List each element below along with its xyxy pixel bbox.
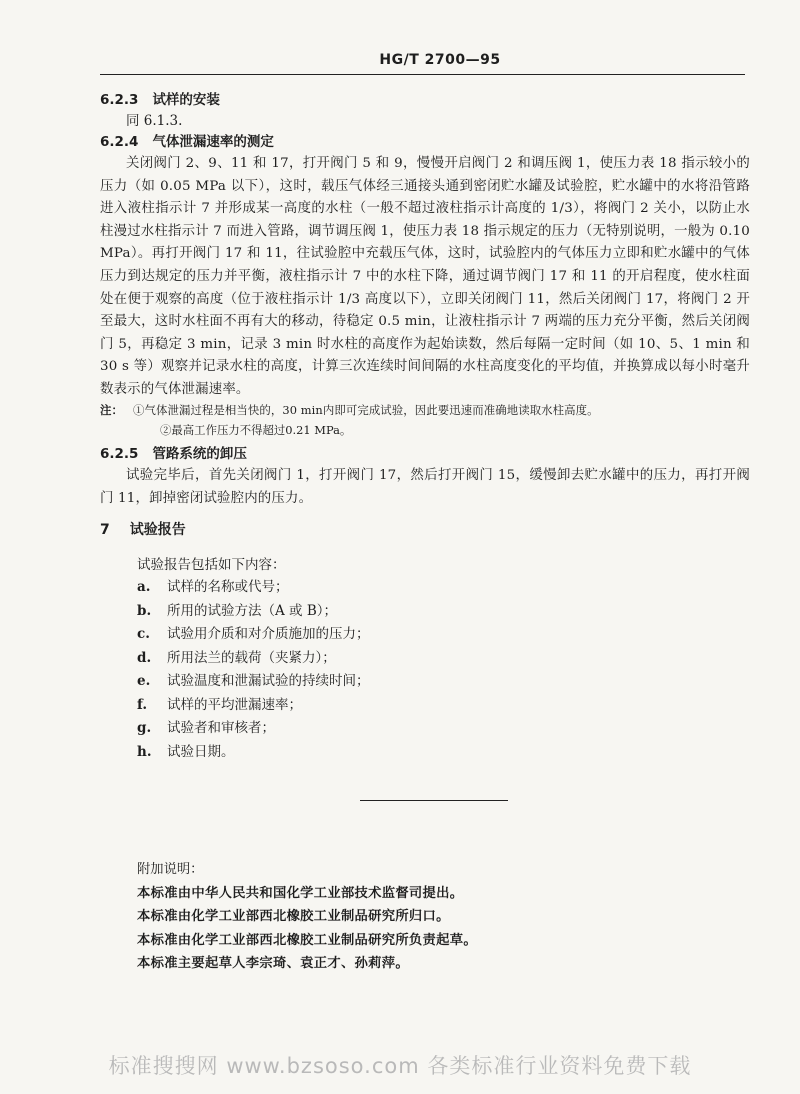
section-6-2-5-body: 试验完毕后，首先关闭阀门 1，打开阀门 17，然后打开阀门 15，缓慢卸去贮水罐中的压力，再打开阀门 11，卸掉密闭试验腔内的压力。	[100, 468, 750, 506]
list-item: h. 试验日期。	[137, 743, 235, 760]
list-item: e. 试验温度和泄漏试验的持续时间；	[137, 673, 370, 689]
standard-code: HG/T 2700—95	[379, 52, 501, 68]
appendix-title: 附加说明：	[137, 862, 204, 877]
note-2: ②最高工作压力不得超过0.21 MPa。	[160, 423, 352, 437]
section-number: 6.2.4	[100, 134, 139, 150]
appendix-notes	[137, 858, 477, 976]
header-rule	[100, 74, 745, 75]
list-item: g. 试验者和审核者；	[137, 720, 275, 736]
section-6-2-4-heading	[100, 132, 274, 152]
list-item: a. 试样的名称或代号；	[137, 579, 289, 595]
list-item: b. 所用的试验方法（A 或 B）；	[137, 602, 338, 619]
section-6-2-5-heading	[100, 444, 247, 464]
section-6-2-3-heading	[100, 90, 220, 110]
section-7-heading	[100, 519, 186, 539]
section-number: 7	[100, 522, 110, 538]
report-intro: 试验报告包括如下内容：	[137, 557, 286, 573]
section-title: 管路系统的卸压	[152, 446, 247, 462]
section-title: 气体泄漏速率的测定	[152, 134, 274, 150]
appendix-line: 本标准由化学工业部西北橡胶工业制品研究所负责起草。	[137, 932, 477, 948]
note-1	[100, 400, 750, 420]
section-number: 6.2.3	[100, 92, 139, 108]
list-item: f. 试样的平均泄漏速率；	[137, 696, 302, 713]
report-items-list	[137, 576, 370, 764]
section-6-2-4-body: 关闭阀门 2、9、11 和 17，打开阀门 5 和 9，慢慢开启阀门 2 和调压阀 1，使压力表 18 指示较小的压力（如 0.05 MPa 以下），这时，载压气体经三通接头通到密闭贮水罐及试验腔，贮水罐中的水将沿管路进入液柱指示计 7 并形成某一高度的水柱（一般不超过液柱指示计高度的 1/3），将阀门 2 关小，以防止水柱漫过水柱指示计 7 而进入管路，调节调压阀 1，使压力表 18 指示规定的压力（无特别说明，一般为 0.10 MPa）。再打开阀门 17 和 11，往试验腔中充载压气体，这时，试验腔内的气体压力立即和贮水罐中的气体压力到达规定的压力并平衡，液柱指示计 7 中的水柱下降，通过调节阀门 17 和 11 的开启程度，使水柱面处在便于观察的高度（位于液柱指示计 1/3 高度以下），立即关闭阀门 11，然后关闭阀门 17，将阀门 2 开至最大，这时水柱面不再有大的移动，待稳定 0.5 min，让液柱指示计 7 两端的压力充分平衡，然后关闭阀门 5，再稳定 3 min，记录 3 min 时水柱的高度作为起始读数，然后每隔一定时间（如 10、5、1 min 和 30 s 等）观察并记录水柱的高度，计算三次连续时间间隔的水柱高度变化的平均值，并换算成以每小时毫升数表示的气体泄漏速率。	[100, 156, 751, 397]
watermark-text: 标准搜搜网 www.bzsoso.com 各类标准行业资料免费下载	[108, 1054, 692, 1078]
appendix-line: 本标准主要起草人李宗琦、袁正才、孙莉萍。	[137, 956, 409, 971]
note-1-text: ①气体泄漏过程是相当快的，30 min内即可完成试验，因此要迅速而准确地读取水柱高度。	[132, 403, 599, 417]
end-rule	[360, 800, 508, 801]
section-title: 试样的安装	[152, 92, 220, 108]
section-6-2-3-body: 同 6.1.3.	[126, 113, 183, 129]
section-title: 试验报告	[129, 522, 186, 538]
list-item: d. 所用法兰的载荷（夹紧力）；	[137, 649, 336, 666]
list-item: c. 试验用介质和对介质施加的压力；	[137, 626, 370, 642]
appendix-line: 本标准由中华人民共和国化学工业部技术监督司提出。	[137, 885, 464, 901]
note-label: 注：	[100, 403, 123, 417]
appendix-line: 本标准由化学工业部西北橡胶工业制品研究所归口。	[137, 909, 450, 924]
section-number: 6.2.5	[100, 446, 139, 462]
